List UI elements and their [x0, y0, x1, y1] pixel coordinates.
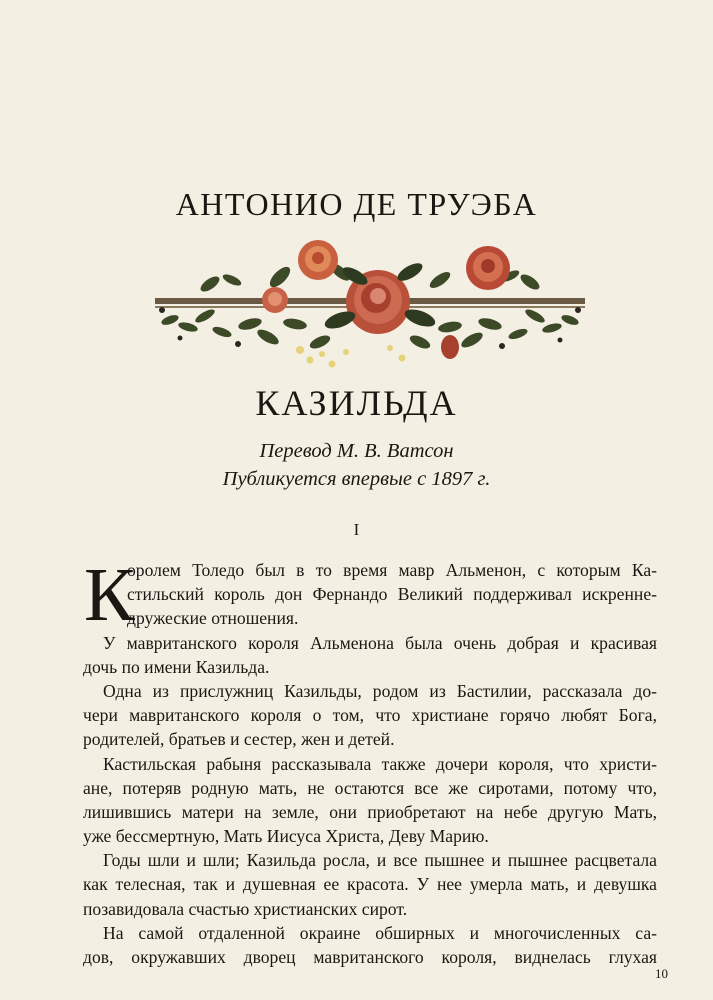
text-line: стильский король дон Фернандо Великий поддерживал искренне-	[127, 584, 657, 605]
story-title: КАЗИЛЬДА	[255, 383, 458, 423]
text-line: У мавританского короля Альменона была очень добрая и красивая	[103, 632, 657, 653]
page-number: 10	[655, 966, 668, 981]
text-line: родителей, братьев и сестер, жен и детей.	[83, 729, 395, 750]
text-line: лишившись матери на земле, они приобретают на небе другую Мать,	[83, 801, 657, 822]
publication-note: Публикуется впервые с 1897 г.	[222, 468, 491, 490]
text-line: дов, окружавших дворец мавританского короля, виднелась глухая	[83, 947, 657, 967]
chapter-number: I	[353, 520, 360, 539]
text-line: На самой отдаленной окраине обширных и многочисленных са-	[103, 922, 657, 943]
body-text	[83, 553, 657, 969]
text-line: чери мавританского короля о том, что христиане горячо любят Бога,	[83, 705, 657, 726]
text-line: позавидовала счастью христианских сирот.	[83, 898, 408, 919]
text-line: Годы шли и шли; Казильда росла, и все пышнее и пышнее расцветала	[103, 850, 657, 871]
floral-ornament-icon	[150, 232, 590, 377]
text-line: Одна из прислужниц Казильды, родом из Бастилии, рассказала до-	[103, 680, 657, 701]
text-line: уже бессмертную, Мать Иисуса Христа, Деву Марию.	[83, 826, 489, 847]
text-line: как телесная, так и душевная ее красота. У нее умерла мать, и девушка	[83, 874, 657, 895]
author-name: АНТОНИО ДЕ ТРУЭБА	[175, 186, 538, 222]
text-line: оролем Толедо был в то время мавр Альменон, с которым Ка-	[127, 560, 657, 580]
drop-cap-letter: К	[84, 553, 135, 637]
text-line: Кастильская рабыня рассказывала также дочери короля, что христи-	[103, 753, 657, 774]
text-line: ане, потеряв родную мать, не остаются все же сиротами, потому что,	[83, 777, 657, 798]
translation-note: Перевод М. В. Ватсон	[259, 440, 454, 462]
text-line: дочь по имени Казильда.	[83, 656, 270, 677]
text-line: дружеские отношения.	[127, 608, 299, 629]
